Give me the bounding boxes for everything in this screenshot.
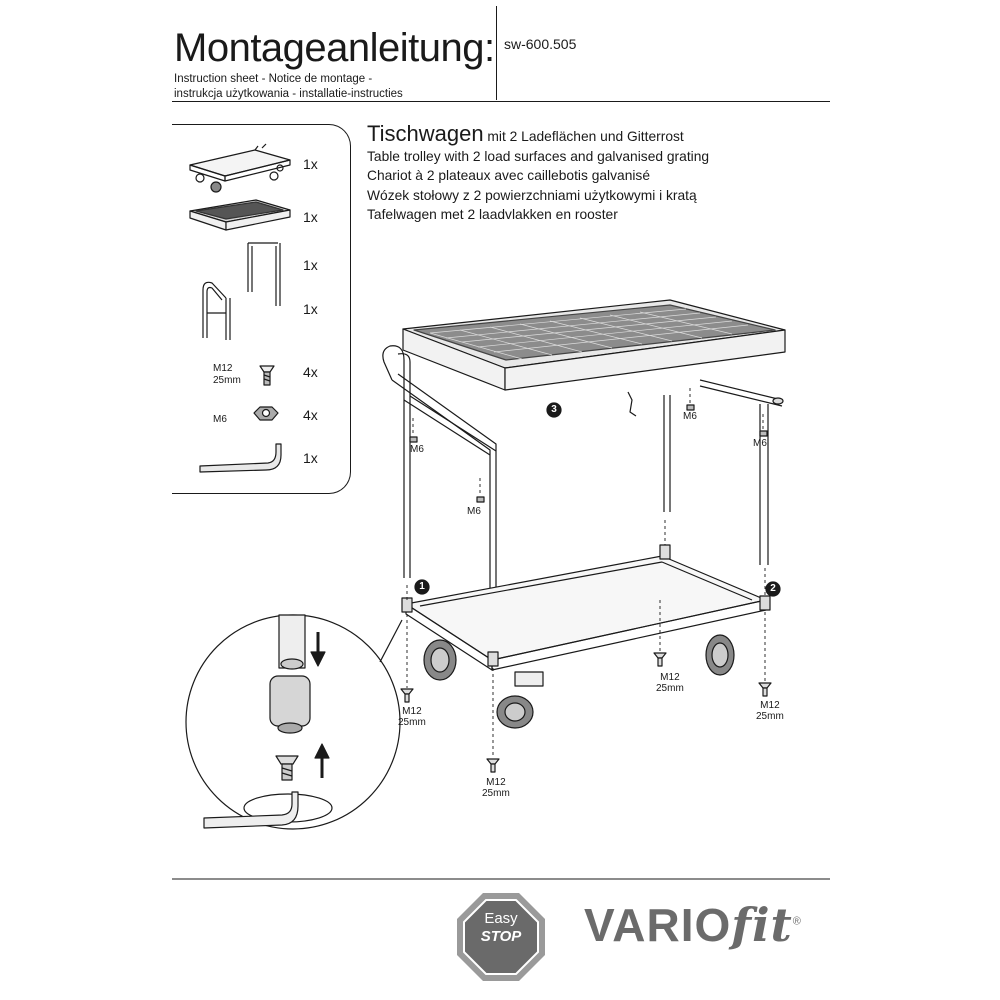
trolley-frame-icon	[190, 144, 290, 192]
screw-label-middle: M12 25mm	[656, 672, 684, 694]
product-heading	[367, 121, 710, 225]
screw-label-front-left: M12 25mm	[398, 706, 426, 728]
part-3-qty: 1x	[303, 257, 318, 273]
detail-magnifier	[186, 615, 402, 829]
m6-label-right: M6	[753, 438, 767, 449]
handle-upright-icon	[203, 282, 230, 340]
heading-line-fr: Chariot à 2 plateaux avec caillebotis galvanisé	[367, 168, 651, 184]
m6-label-left: M6	[410, 444, 424, 455]
step-1-number: 1	[419, 581, 425, 592]
subtitle-line-1: Instruction sheet - Notice de montage -	[174, 73, 373, 85]
easy-stop-text: Easy STOP	[480, 910, 522, 945]
step-3-number: 3	[551, 404, 557, 415]
part-6-qty: 4x	[303, 407, 318, 423]
trolley-assembly-drawing	[383, 300, 785, 772]
part-2-qty: 1x	[303, 209, 318, 225]
m6-label-rear: M6	[683, 411, 697, 422]
variofit-logo: VARIOfit®	[584, 898, 802, 952]
nut-label: M6	[213, 414, 227, 425]
part-5-qty: 4x	[303, 364, 318, 380]
part-1-qty: 1x	[303, 156, 318, 172]
part-7-qty: 1x	[303, 450, 318, 466]
straight-upright-icon	[248, 243, 280, 306]
screw-icon	[260, 366, 274, 385]
step-2-number: 2	[770, 583, 776, 594]
nut-icon	[254, 407, 278, 420]
heading-line-nl: Tafelwagen met 2 laadvlakken en rooster	[367, 207, 618, 223]
subtitle-line-2: instrukcja użytkowania - installatie-instructies	[174, 88, 403, 100]
allen-key-icon	[200, 444, 281, 472]
heading-line-en: Table trolley with 2 load surfaces and galvanised grating	[367, 148, 710, 164]
heading-line-de: Tischwagen mit 2 Ladeflächen und Gitterrost	[367, 121, 684, 146]
document-number: sw-600.505	[504, 36, 577, 52]
m6-label-middle: M6	[467, 506, 481, 517]
screw-label-front: M12 25mm	[482, 777, 510, 799]
screw-label-right: M12 25mm	[756, 700, 784, 722]
heading-line-pl: Wózek stołowy z 2 powierzchniami użytkowymi i kratą	[367, 187, 697, 203]
part-4-qty: 1x	[303, 301, 318, 317]
document-title: Montageanleitung:	[174, 26, 495, 70]
screw-label: M12 25mm	[213, 363, 241, 386]
grating-tray-icon	[190, 200, 290, 230]
